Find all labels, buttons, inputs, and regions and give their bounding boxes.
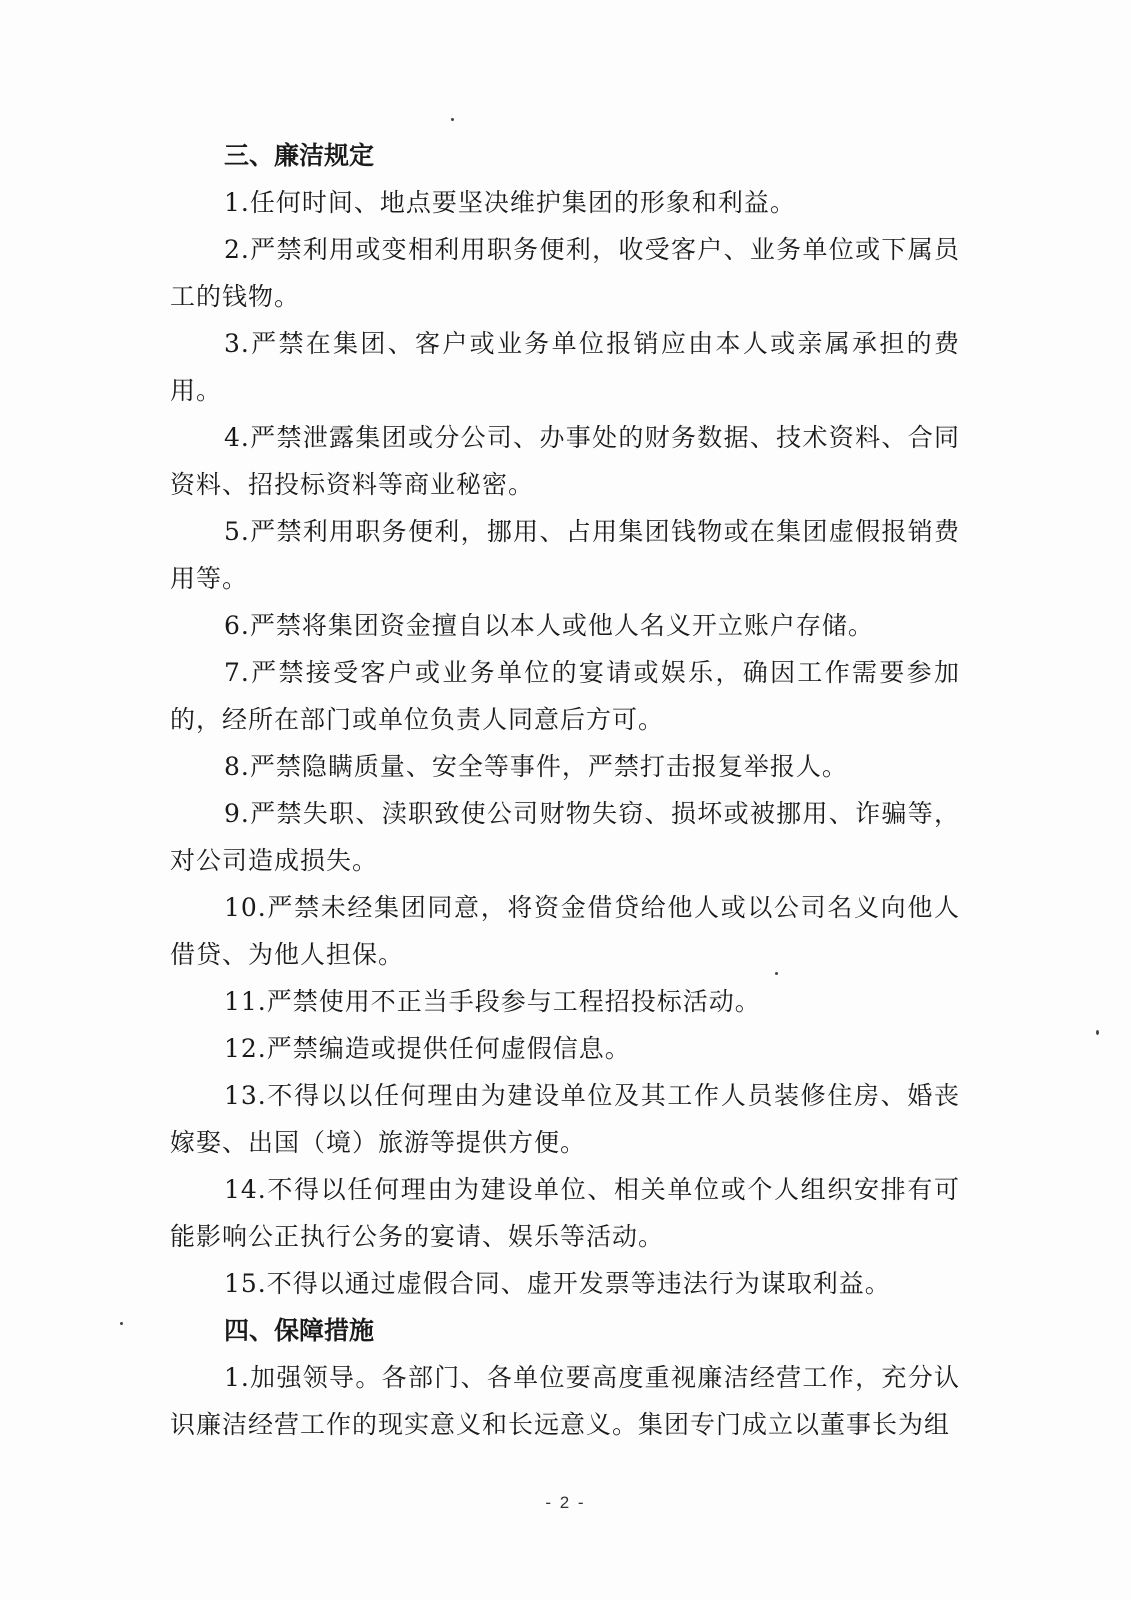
paragraph: 10.严禁未经集团同意，将资金借贷给他人或以公司名义向他人借贷、为他人担保。 bbox=[170, 893, 960, 969]
paragraph: 5.严禁利用职务便利，挪用、占用集团钱物或在集团虚假报销费用等。 bbox=[170, 517, 960, 593]
paragraph: 11.严禁使用不正当手段参与工程招投标活动。 bbox=[224, 987, 761, 1016]
paragraph: 2.严禁利用或变相利用职务便利，收受客户、业务单位或下属员工的钱物。 bbox=[170, 235, 960, 311]
scan-speck bbox=[1096, 1030, 1099, 1035]
paragraph: 14.不得以任何理由为建设单位、相关单位或个人组织安排有可能影响公正执行公务的宴请、娱乐等活动。 bbox=[170, 1175, 960, 1251]
paragraph: 9.严禁失职、渎职致使公司财物失窃、损坏或被挪用、诈骗等，对公司造成损失。 bbox=[170, 799, 960, 875]
section-heading: 四、保障措施 bbox=[224, 1316, 375, 1345]
scan-speck bbox=[451, 118, 454, 121]
paragraph: 1.任何时间、地点要坚决维护集团的形象和利益。 bbox=[224, 188, 796, 217]
paragraph: 8.严禁隐瞒质量、安全等事件，严禁打击报复举报人。 bbox=[224, 752, 848, 781]
paragraph: 3.严禁在集团、客户或业务单位报销应由本人或亲属承担的费用。 bbox=[170, 329, 960, 405]
paragraph: 15.不得以通过虚假合同、虚开发票等违法行为谋取利益。 bbox=[224, 1269, 891, 1298]
paragraph: 13.不得以以任何理由为建设单位及其工作人员装修住房、婚丧嫁娶、出国（境）旅游等提供方便。 bbox=[170, 1081, 960, 1157]
paragraph: 1.加强领导。各部门、各单位要高度重视廉洁经营工作，充分认识廉洁经营工作的现实意义和长远意义。集团专门成立以董事长为组 bbox=[170, 1363, 960, 1439]
paragraph: 12.严禁编造或提供任何虚假信息。 bbox=[224, 1034, 631, 1063]
section-heading: 三、廉洁规定 bbox=[224, 141, 375, 170]
paragraph: 6.严禁将集团资金擅自以本人或他人名义开立账户存储。 bbox=[224, 611, 874, 640]
page-number: - 2 - bbox=[545, 1493, 586, 1512]
document-body bbox=[170, 132, 960, 1448]
paragraph: 4.严禁泄露集团或分公司、办事处的财务数据、技术资料、合同资料、招投标资料等商业秘密。 bbox=[170, 423, 960, 499]
paragraph: 7.严禁接受客户或业务单位的宴请或娱乐，确因工作需要参加的，经所在部门或单位负责人同意后方可。 bbox=[170, 658, 960, 734]
scan-speck bbox=[120, 1322, 123, 1325]
